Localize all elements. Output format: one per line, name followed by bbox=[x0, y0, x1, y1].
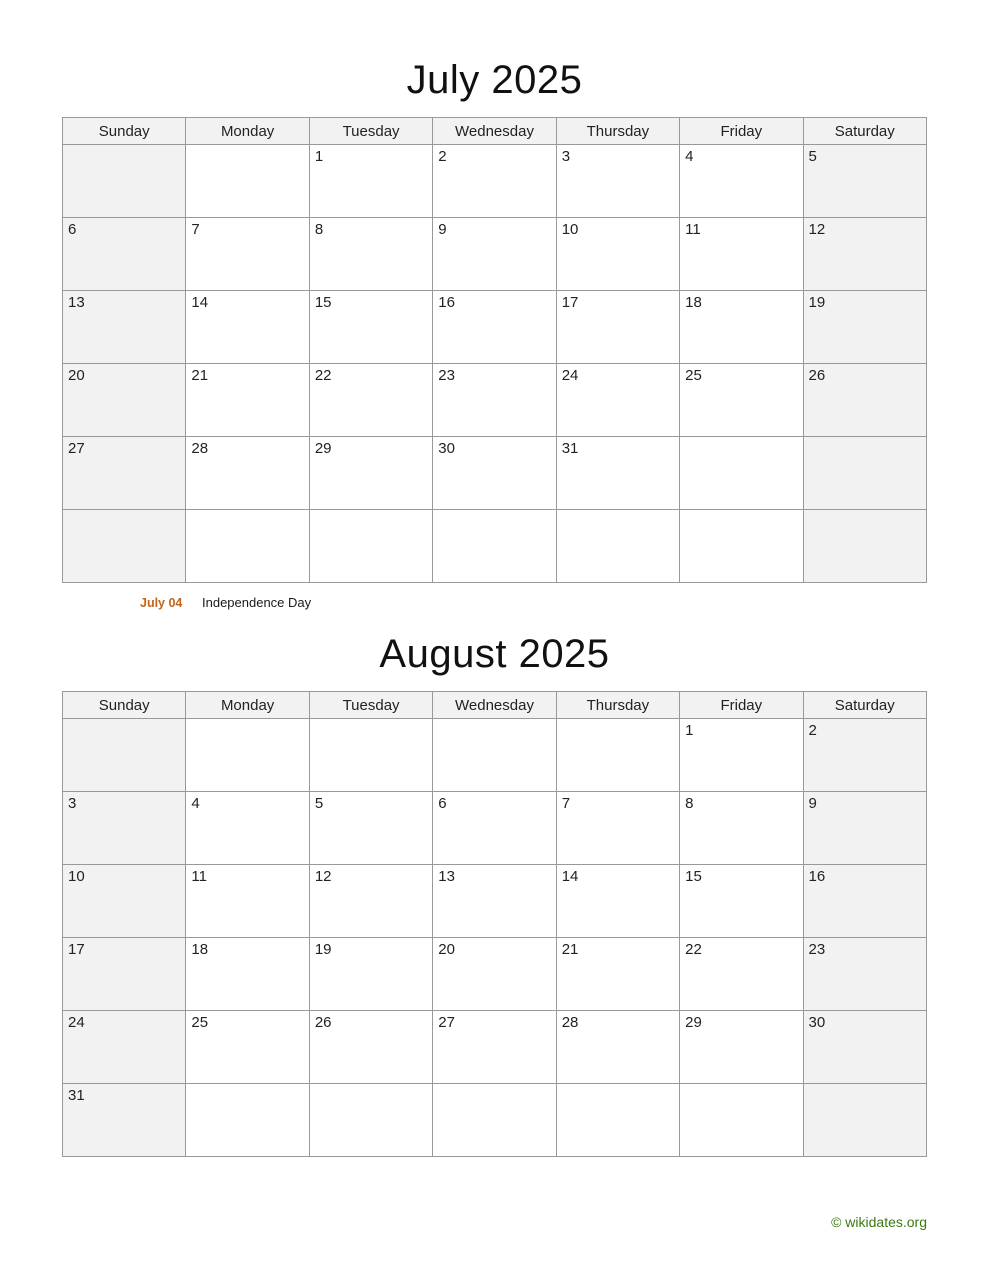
holiday-list-july bbox=[62, 583, 927, 610]
day-cell[interactable]: 4 bbox=[186, 792, 309, 865]
weekday-header-thursday: Thursday bbox=[556, 118, 679, 145]
calendar-week-row bbox=[63, 510, 927, 583]
day-cell[interactable] bbox=[63, 145, 186, 218]
site-footer bbox=[831, 1214, 927, 1230]
weekday-header-monday: Monday bbox=[186, 692, 309, 719]
day-cell[interactable] bbox=[433, 510, 556, 583]
weekday-header-wednesday: Wednesday bbox=[433, 118, 556, 145]
holiday-name: Independence Day bbox=[202, 595, 312, 610]
day-cell[interactable]: 23 bbox=[433, 364, 556, 437]
day-cell[interactable]: 20 bbox=[63, 364, 186, 437]
day-cell[interactable] bbox=[556, 1084, 679, 1157]
month-title-july: July 2025 bbox=[406, 58, 583, 102]
day-cell[interactable] bbox=[63, 510, 186, 583]
weekday-header-saturday: Saturday bbox=[803, 692, 926, 719]
day-cell[interactable]: 7 bbox=[186, 218, 309, 291]
day-cell[interactable]: 6 bbox=[63, 218, 186, 291]
day-cell[interactable] bbox=[186, 719, 309, 792]
day-cell[interactable] bbox=[556, 719, 679, 792]
day-cell[interactable] bbox=[309, 1084, 432, 1157]
day-cell[interactable] bbox=[186, 510, 309, 583]
day-cell[interactable]: 24 bbox=[63, 1011, 186, 1084]
day-cell[interactable] bbox=[186, 1084, 309, 1157]
day-cell[interactable]: 18 bbox=[680, 291, 803, 364]
calendar-week-row bbox=[63, 938, 927, 1011]
calendar-table-july bbox=[62, 117, 927, 583]
month-block-july bbox=[62, 58, 927, 583]
day-cell[interactable]: 25 bbox=[186, 1011, 309, 1084]
calendar-week-row bbox=[63, 291, 927, 364]
day-cell[interactable] bbox=[803, 510, 926, 583]
day-cell[interactable]: 10 bbox=[63, 865, 186, 938]
calendar-week-row bbox=[63, 865, 927, 938]
day-cell[interactable] bbox=[433, 1084, 556, 1157]
day-cell[interactable] bbox=[803, 1084, 926, 1157]
day-cell[interactable]: 24 bbox=[556, 364, 679, 437]
day-cell[interactable] bbox=[680, 1084, 803, 1157]
day-cell[interactable] bbox=[556, 510, 679, 583]
day-cell[interactable]: 1 bbox=[680, 719, 803, 792]
site-name[interactable]: wikidates.org bbox=[845, 1214, 927, 1230]
day-cell[interactable]: 21 bbox=[186, 364, 309, 437]
day-cell[interactable]: 21 bbox=[556, 938, 679, 1011]
day-cell[interactable]: 22 bbox=[680, 938, 803, 1011]
day-cell[interactable]: 31 bbox=[556, 437, 679, 510]
day-cell[interactable]: 3 bbox=[556, 145, 679, 218]
weekday-header-sunday: Sunday bbox=[63, 118, 186, 145]
day-cell[interactable]: 14 bbox=[186, 291, 309, 364]
weekday-header-wednesday: Wednesday bbox=[433, 692, 556, 719]
day-cell[interactable]: 12 bbox=[309, 865, 432, 938]
day-cell[interactable]: 15 bbox=[309, 291, 432, 364]
day-cell[interactable]: 30 bbox=[433, 437, 556, 510]
day-cell[interactable]: 22 bbox=[309, 364, 432, 437]
calendar-week-row bbox=[63, 792, 927, 865]
day-cell[interactable]: 26 bbox=[803, 364, 926, 437]
calendar-week-row bbox=[63, 218, 927, 291]
day-cell[interactable] bbox=[433, 719, 556, 792]
weekday-header-thursday: Thursday bbox=[556, 692, 679, 719]
day-cell[interactable] bbox=[680, 437, 803, 510]
day-cell[interactable]: 28 bbox=[186, 437, 309, 510]
copyright-symbol: © bbox=[831, 1214, 842, 1230]
day-cell[interactable]: 16 bbox=[433, 291, 556, 364]
weekday-header-row bbox=[63, 118, 927, 145]
day-cell[interactable] bbox=[680, 510, 803, 583]
calendar-week-row bbox=[63, 1011, 927, 1084]
day-cell[interactable]: 5 bbox=[803, 145, 926, 218]
day-cell[interactable]: 11 bbox=[186, 865, 309, 938]
weekday-header-tuesday: Tuesday bbox=[309, 118, 432, 145]
day-cell[interactable]: 28 bbox=[556, 1011, 679, 1084]
day-cell[interactable]: 5 bbox=[309, 792, 432, 865]
day-cell[interactable]: 18 bbox=[186, 938, 309, 1011]
day-cell[interactable]: 26 bbox=[309, 1011, 432, 1084]
day-cell[interactable] bbox=[186, 145, 309, 218]
day-cell[interactable]: 8 bbox=[680, 792, 803, 865]
day-cell[interactable]: 7 bbox=[556, 792, 679, 865]
month-title-august: August 2025 bbox=[379, 632, 610, 676]
day-cell[interactable]: 23 bbox=[803, 938, 926, 1011]
day-cell[interactable]: 29 bbox=[309, 437, 432, 510]
calendar-week-row bbox=[63, 364, 927, 437]
weekday-header-monday: Monday bbox=[186, 118, 309, 145]
weekday-header-row bbox=[63, 692, 927, 719]
calendar-week-row bbox=[63, 1084, 927, 1157]
day-cell[interactable]: 12 bbox=[803, 218, 926, 291]
day-cell[interactable]: 9 bbox=[803, 792, 926, 865]
day-cell[interactable]: 29 bbox=[680, 1011, 803, 1084]
day-cell[interactable] bbox=[309, 719, 432, 792]
day-cell[interactable]: 3 bbox=[63, 792, 186, 865]
day-cell[interactable] bbox=[309, 510, 432, 583]
weekday-header-tuesday: Tuesday bbox=[309, 692, 432, 719]
day-cell[interactable]: 4 bbox=[680, 145, 803, 218]
calendar-table-august bbox=[62, 691, 927, 1157]
day-cell[interactable]: 10 bbox=[556, 218, 679, 291]
day-cell[interactable]: 14 bbox=[556, 865, 679, 938]
calendar-week-row bbox=[63, 437, 927, 510]
day-cell[interactable]: 27 bbox=[63, 437, 186, 510]
day-cell[interactable]: 11 bbox=[680, 218, 803, 291]
day-cell[interactable]: 20 bbox=[433, 938, 556, 1011]
day-cell[interactable]: 16 bbox=[803, 865, 926, 938]
weekday-header-friday: Friday bbox=[680, 118, 803, 145]
day-cell[interactable]: 30 bbox=[803, 1011, 926, 1084]
calendar-week-row bbox=[63, 145, 927, 218]
day-cell[interactable]: 9 bbox=[433, 218, 556, 291]
day-cell[interactable]: 17 bbox=[556, 291, 679, 364]
calendar-week-row bbox=[63, 719, 927, 792]
day-cell[interactable]: 31 bbox=[63, 1084, 186, 1157]
day-cell[interactable]: 8 bbox=[309, 218, 432, 291]
day-cell[interactable]: 27 bbox=[433, 1011, 556, 1084]
day-cell[interactable]: 19 bbox=[309, 938, 432, 1011]
day-cell[interactable]: 25 bbox=[680, 364, 803, 437]
weekday-header-saturday: Saturday bbox=[803, 118, 926, 145]
holiday-date: July 04 bbox=[140, 596, 183, 610]
weekday-header-friday: Friday bbox=[680, 692, 803, 719]
day-cell[interactable]: 6 bbox=[433, 792, 556, 865]
month-block-august bbox=[62, 632, 927, 1157]
day-cell[interactable]: 2 bbox=[803, 719, 926, 792]
day-cell[interactable]: 13 bbox=[63, 291, 186, 364]
day-cell[interactable]: 19 bbox=[803, 291, 926, 364]
weekday-header-sunday: Sunday bbox=[63, 692, 186, 719]
day-cell[interactable]: 17 bbox=[63, 938, 186, 1011]
day-cell[interactable]: 13 bbox=[433, 865, 556, 938]
day-cell[interactable]: 15 bbox=[680, 865, 803, 938]
day-cell[interactable] bbox=[803, 437, 926, 510]
day-cell[interactable]: 1 bbox=[309, 145, 432, 218]
day-cell[interactable]: 2 bbox=[433, 145, 556, 218]
day-cell[interactable] bbox=[63, 719, 186, 792]
